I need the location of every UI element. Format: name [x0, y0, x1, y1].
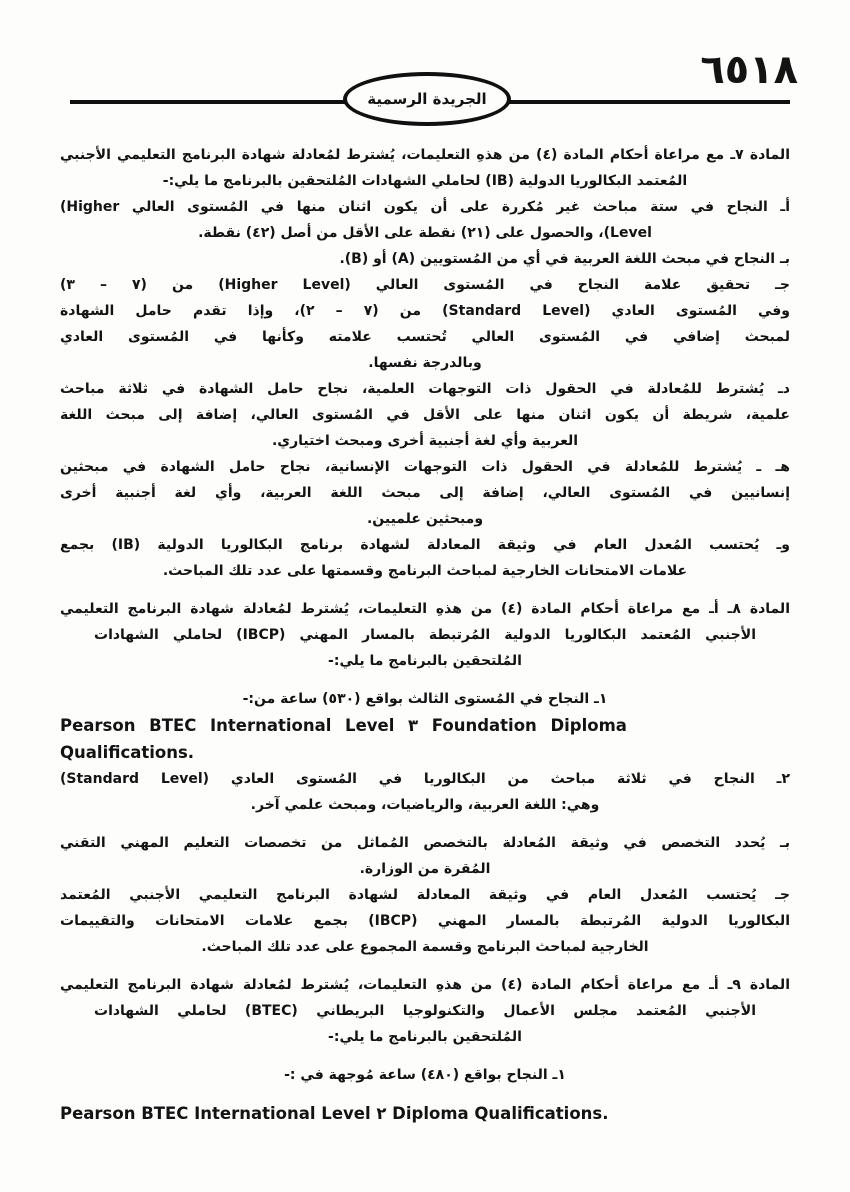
text-line: دـ يُشترط للمُعادلة في الحقول ذات التوجهات العلمية، نجاح حامل الشهادة في ثلاثة مباحث: [60, 381, 790, 397]
text-line: هـ ـ يُشترط للمُعادلة في الحقول ذات التوجهات الإنسانية، نجاح حامل الشهادة في مبحثين: [60, 459, 790, 475]
text-line: المُلتحقين بالبرنامج ما يلي:-: [328, 1029, 522, 1045]
text-line: وفي المُستوى العادي (Standard Level) من (٧ – ٢)، وإذا تقدم حامل الشهادة: [60, 303, 791, 319]
text-line: Pearson BTEC International Level ٢ Diploma Qualifications.: [60, 1104, 609, 1123]
text-line: المادة ٨ـ أـ مع مراعاة أحكام المادة (٤) من هذهِ التعليمات، يُشترط لمُعادلة شهادة البرنامج التعليمي: [60, 601, 790, 617]
text-line: المُعتمد البكالوريا الدولية (IB) لحاملي الشهادات المُلتحقين بالبرنامج ما يلي:-: [162, 173, 688, 189]
text-line: Pearson BTEC International Level ٣ Foundation Diploma: [60, 716, 627, 735]
text-line: ١ـ النجاح في المُستوى الثالث بواقع (٥٣٠) ساعة من:-: [242, 691, 608, 707]
text-line: علمية، شريطة أن يكون اثنان منها على الأقل في المُستوى العالي، إضافة إلى مبحث اللغة: [60, 407, 790, 423]
text-line: بـ النجاح في مبحث اللغة العربية في أي من المُستويين (A) أو (B).: [339, 251, 790, 267]
text-line: جـ تحقيق علامة النجاح في المُستوى العالي (Higher Level) من (٧ – ٣): [60, 277, 791, 293]
text-line: ومبحثين علميين.: [366, 511, 484, 527]
text-line: جـ يُحتسب المُعدل العام في وثيقة المعادلة لشهادة البرنامج التعليمي الأجنبي المُعتمد: [60, 887, 790, 903]
text-line: وبالدرجة نفسها.: [368, 355, 482, 371]
text-line: البكالوريا الدولية المُرتبطة بالمسار المهني (IBCP) بجمع علامات الامتحانات والتقييمات: [60, 913, 790, 929]
text-line: Qualifications.: [60, 743, 195, 762]
gazette-title: الجريدة الرسمية: [367, 90, 487, 108]
text-line: بـ يُحدد التخصص في وثيقة المُعادلة بالتخصص المُماثل من تخصصات التعليم المهني التقني: [60, 835, 790, 851]
text-line: المادة ٧ـ مع مراعاة أحكام المادة (٤) من هذهِ التعليمات، يُشترط لمُعادلة شهادة البرنامج التعليمي الأجنبي: [60, 147, 790, 163]
text-line: المادة ٩ـ أـ مع مراعاة أحكام المادة (٤) من هذهِ التعليمات، يُشترط لمُعادلة شهادة البرنامج التعليمي: [60, 977, 790, 993]
text-line: ١ـ النجاح بواقع (٤٨٠) ساعة مُوجهة في :-: [284, 1067, 566, 1083]
text-line: Level)، والحصول على (٢١) نقطة على الأقل من أصل (٤٢) نقطة.: [198, 225, 652, 241]
page-number: ٦٥١٨: [700, 47, 798, 93]
text-line: العربية وأي لغة أجنبية أخرى ومبحث اختياري.: [271, 433, 579, 449]
gazette-title-badge: [343, 72, 511, 126]
text-line: الأجنبي المُعتمد البكالوريا الدولية المُرتبطة بالمسار المهني (IBCP) لحاملي الشهادات: [94, 627, 756, 643]
text-line: وـ يُحتسب المُعدل العام في وثيقة المعادلة لشهادة برنامج البكالوريا الدولية (IB) بجمع: [60, 537, 790, 553]
text-line: وهي: اللغة العربية، والرياضيات، ومبحث علمي آخر.: [250, 797, 600, 813]
text-line: الخارجية لمباحث البرنامج وقسمة المجموع على عدد تلك المباحث.: [201, 939, 649, 955]
text-line: أـ النجاح في ستة مباحث غير مُكررة على أن يكون اثنان منها في المُستوى العالي ‎(Higher: [60, 199, 790, 215]
text-line: إنسانيين في المُستوى العالي، إضافة إلى مبحث اللغة العربية، وأي لغة أجنبية أخرى: [60, 485, 790, 501]
document-body: [60, 142, 790, 1127]
text-line: المُلتحقين بالبرنامج ما يلي:-: [328, 653, 522, 669]
text-line: علامات الامتحانات الخارجية لمباحث البرنامج وقسمتها على عدد تلك المباحث.: [162, 563, 688, 579]
text-line: المُقرة من الوزارة.: [359, 861, 491, 877]
text-line: الأجنبي المُعتمد مجلس الأعمال والتكنولوجيا البريطاني (BTEC) لحاملي الشهادات: [94, 1003, 756, 1019]
text-line: ٢ـ النجاح في ثلاثة مباحث من البكالوريا في المُستوى العادي (Standard Level): [60, 771, 790, 787]
text-line: لمبحث إضافي في المُستوى العالي تُحتسب علامته وكأنها في المُستوى العادي: [60, 329, 790, 345]
